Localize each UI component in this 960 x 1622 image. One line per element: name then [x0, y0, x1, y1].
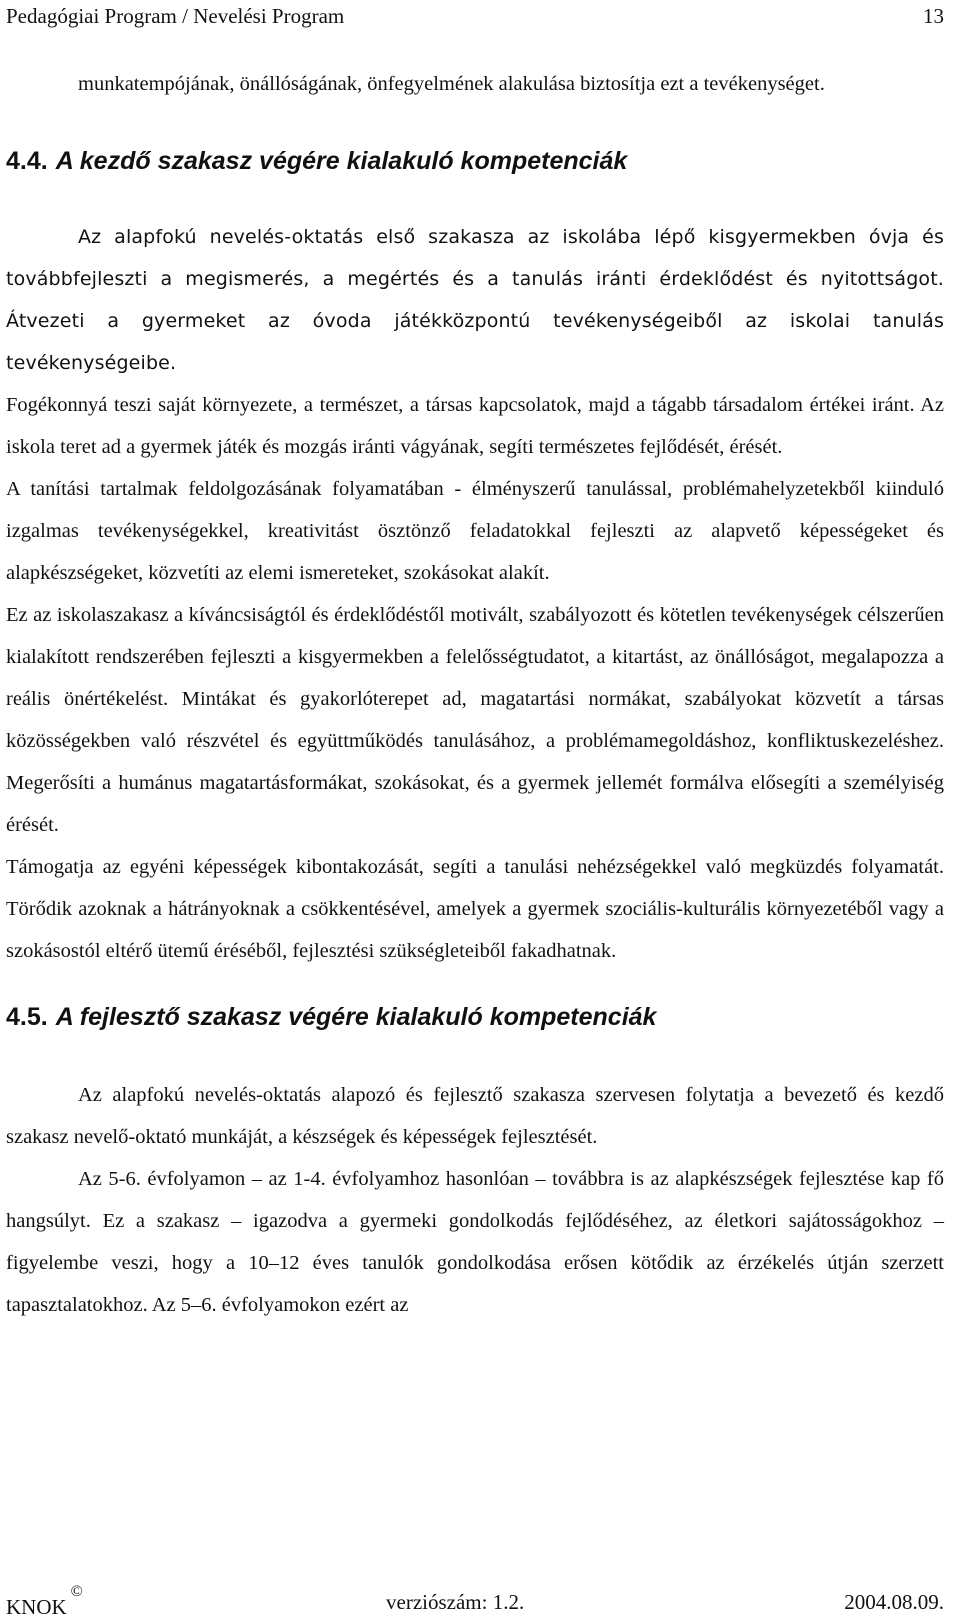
paragraph: Támogatja az egyéni képességek kibontakozását, segíti a tanulási nehézségekkel való megküzdés folyamatát. Törődik azoknak a hátrányoknak a csökkentésével, amelyek a gyermek szociális-kulturális környezetéből vagy a szokásostól eltérő ütemű éréséből, fejlesztési szükségleteiből fakadhatnak.: [6, 856, 944, 962]
header-title: Pedagógiai Program / Nevelési Program: [6, 4, 345, 28]
page-number: 13: [923, 4, 944, 28]
footer-org-name: KNOK: [6, 1595, 67, 1619]
page-footer: [6, 1583, 944, 1619]
footer-version: verziószám: 1.2.: [386, 1590, 525, 1614]
document-body: [6, 64, 944, 1326]
paragraph: Az 5-6. évfolyamon – az 1-4. évfolyamhoz hasonlóan – továbbra is az alapkészségek fejlesztése kap fő hangsúlyt. Ez a szakasz – igazodva a gyermeki gondolkodás fejlődéséhez, az életkori sajátosságokhoz – figyelembe veszi, hogy a 10–12 éves tanulók gondolkodása erősen kötődik az érzékelés útján szerzett tapasztalatokhoz. Az 5–6. évfolyamokon ezért az: [6, 1168, 944, 1316]
footer-date: 2004.08.09.: [844, 1590, 944, 1614]
section-heading-4-4: [6, 146, 944, 176]
paragraph: Ez az iskolaszakasz a kíváncsiságtól és érdeklődéstől motivált, szabályozott és kötetlen tevékenységek célszerűen kialakított rendszerében fejleszti a kisgyermekben a felelősségtudatot, a kitartást, az önállóságot, megalapozza a reális önértékelést. Mintákat és gyakorlóterepet ad, magatartási normákat, szabályokat közvetít a társas közösségekben való részvétel és együttműködés tanulásához, a problémamegoldáshoz, konfliktuskezeléshez. Megerősíti a humánus magatartásformákat, szokásokat, és a gyermek jellemét formálva elősegíti a személyiség érését.: [6, 604, 944, 836]
paragraph: A tanítási tartalmak feldolgozásának folyamatában - élményszerű tanulással, problémahelyzetekből kiinduló izgalmas tevékenységekkel, kreativitást ösztönző feladatokkal fejleszti az alapvető képességeket és alapkészségeket, közvetíti az elemi ismereteket, szokásokat alakít.: [6, 478, 944, 584]
section-number: 4.5.: [6, 1003, 48, 1031]
page-header: [6, 2, 944, 34]
section-title: A kezdő szakasz végére kialakuló kompetenciák: [55, 147, 628, 175]
paragraph: Az alapfokú nevelés-oktatás alapozó és fejlesztő szakasza szervesen folytatja a bevezető és kezdő szakasz nevelő-oktató munkáját, a készségek és képességek fejlesztését.: [6, 1084, 944, 1148]
footer-org: [6, 1583, 83, 1622]
section-heading-4-5: [6, 1002, 944, 1032]
paragraph: Fogékonnyá teszi saját környezete, a természet, a társas kapcsolatok, majd a tágabb társadalom értékei iránt. Az iskola teret ad a gyermek játék és mozgás iránti vágyának, segíti természetes fejlődését, érését.: [6, 394, 944, 458]
continuation-paragraph: munkatempójának, önállóságának, önfegyelmének alakulása biztosítja ezt a tevékenységet.: [78, 73, 825, 95]
copyright-icon: ©: [70, 1583, 83, 1600]
paragraph: Az alapfokú nevelés-oktatás első szakasza az iskolába lépő kisgyermekben óvja és továbbfejleszti a megismerés, a megértés és a tanulás iránti érdeklődést és nyitottságot. Átvezeti a gyermeket az óvoda játékközpontú tevékenységeiből az iskolai tanulás tevékenységeibe.: [6, 226, 944, 374]
section-number: 4.4.: [6, 147, 48, 175]
section-title: A fejlesztő szakasz végére kialakuló kompetenciák: [55, 1003, 657, 1031]
